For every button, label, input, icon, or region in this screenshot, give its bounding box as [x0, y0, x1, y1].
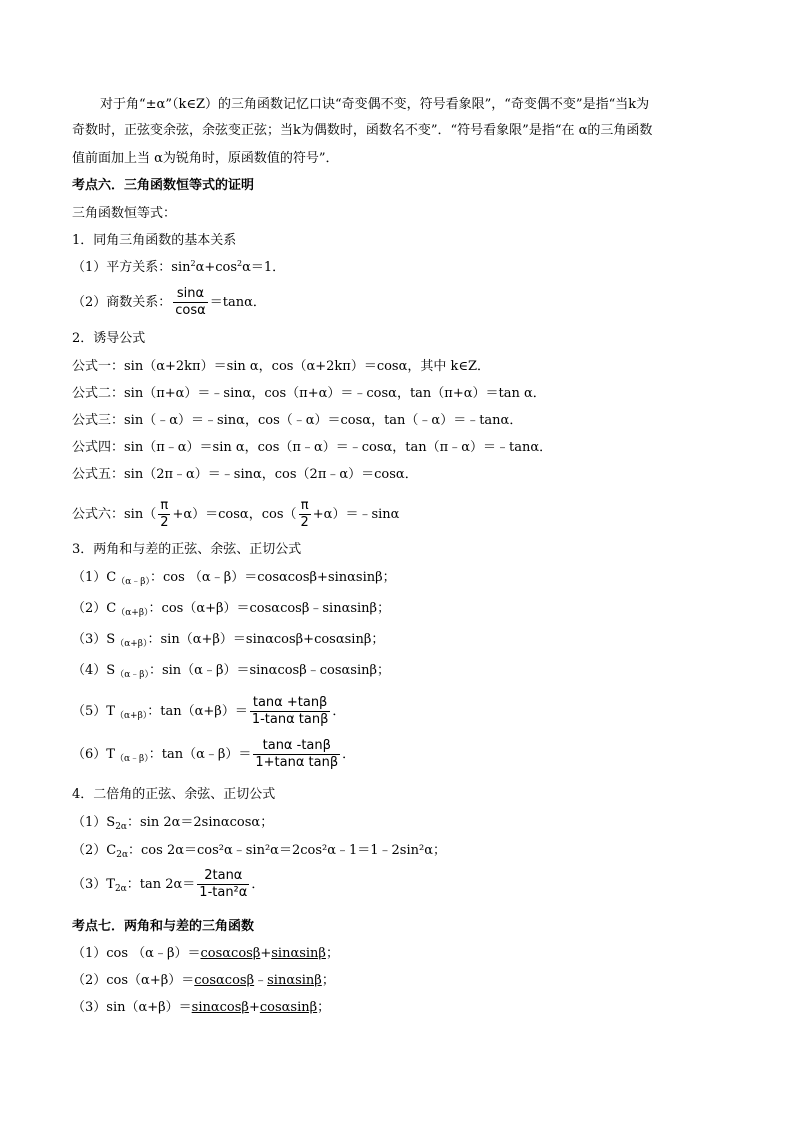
formula-2: 公式二：sin（π+α）＝﹣sinα，cos（π+α）＝﹣cosα，tan（π+α）＝tan α． — [72, 386, 546, 401]
text: （3）S — [72, 632, 116, 647]
formula-s-plus — [72, 631, 384, 650]
text: ：sin 2α＝2sinαcosα； — [127, 815, 274, 830]
section-heading-7: 考点七．两角和与差的三角函数 — [72, 919, 255, 934]
text: （5）T — [72, 704, 115, 719]
formula-3: 公式三：sin（﹣α）＝﹣sinα，cos（﹣α）＝cosα，tan（﹣α）＝﹣tanα． — [72, 413, 523, 428]
fraction — [253, 738, 340, 771]
text: （3）T — [72, 877, 115, 892]
fraction — [158, 498, 170, 531]
underlined-answer: cosαcosβ — [194, 973, 255, 988]
formula-t-plus — [72, 695, 345, 728]
underlined-answer: sinαsinβ — [267, 973, 322, 988]
text: α＝1． — [242, 260, 286, 275]
formula-c-minus — [72, 569, 396, 588]
formula-4: 公式四：sin（π﹣α）＝sin α，cos（π﹣α）＝﹣cosα，tan（π﹣α）＝﹣tanα． — [72, 440, 553, 455]
formula-6 — [72, 498, 399, 531]
numerator: tanα -tanβ — [262, 738, 331, 753]
subscript: 2α — [115, 822, 127, 832]
heading-induction-formulas: 2．诱导公式 — [72, 331, 146, 346]
text: （1）S — [72, 815, 116, 830]
fraction — [173, 286, 207, 319]
subscript: 2α — [116, 850, 129, 860]
text: （2）C — [72, 843, 117, 858]
denominator: 1-tanα tanβ — [251, 712, 329, 727]
text: ：tan（α﹣β）＝ — [148, 747, 252, 762]
numerator: 2tanα — [204, 868, 243, 883]
text: ：sin（α+β）＝sinαcosβ+cosαsinβ； — [147, 632, 385, 647]
text: （2）商数关系： — [72, 295, 172, 310]
text: （4）S — [72, 663, 116, 678]
formula-t2a — [72, 868, 264, 901]
subscript: （α+β） — [115, 639, 148, 649]
underlined-answer: sinαcosβ — [191, 1000, 249, 1015]
denominator: 1+tanα tanβ — [255, 755, 339, 770]
text: ． — [342, 747, 356, 762]
text: （2）cos（α+β）＝ — [72, 973, 195, 988]
subscript: （α﹣β） — [116, 577, 150, 587]
text: ； — [325, 946, 339, 961]
quotient-relation — [72, 286, 266, 319]
text: α+cos — [195, 260, 238, 275]
underlined-answer: cosαsinβ — [259, 1000, 318, 1015]
text: （2）C — [72, 601, 117, 616]
text: +α）＝﹣sinα — [312, 507, 400, 522]
answer-cos-plus — [72, 972, 335, 990]
intro-line-2: 奇数时，正弦变余弦，余弦变正弦；当k为偶数时，函数名不变”．“符号看象限”是指“在 α的三角函数 — [72, 123, 653, 138]
text: ：cos （α﹣β）＝cosαcosβ+sinαsinβ； — [150, 570, 396, 585]
square-relation — [72, 259, 285, 278]
fraction — [299, 498, 311, 531]
text: ：tan 2α＝ — [126, 877, 196, 892]
text: （3）sin（α+β）＝ — [72, 1000, 192, 1015]
answer-cos-minus — [72, 945, 339, 963]
section-heading-6: 考点六．三角函数恒等式的证明 — [72, 178, 255, 193]
numerator: π — [160, 498, 169, 513]
text: （6）T — [72, 747, 115, 762]
operator: + — [248, 1000, 260, 1015]
subscript: （α﹣β） — [114, 754, 149, 764]
fraction — [197, 868, 249, 901]
formula-s-minus — [72, 662, 390, 681]
formula-t-minus — [72, 738, 355, 771]
text: ：tan（α+β）＝ — [147, 704, 248, 719]
fraction — [250, 695, 331, 728]
formula-c-plus — [72, 600, 390, 619]
intro-line-3: 值前面加上当 α为锐角时，原函数值的符号”． — [72, 151, 339, 166]
superscript: 2 — [190, 259, 196, 268]
text: ＝tanα． — [209, 295, 266, 310]
numerator: sinα — [176, 286, 205, 301]
heading-double-angle: 4．二倍角的正弦、余弦、正切公式 — [72, 787, 276, 802]
numerator: π — [300, 498, 309, 513]
heading-basic-relations: 1．同角三角函数的基本关系 — [72, 233, 237, 248]
formula-s2a — [72, 814, 273, 833]
denominator: 1-tan²α — [199, 885, 248, 900]
subscript: （α+β） — [116, 608, 149, 618]
formula-1: 公式一：sin（α+2kπ）＝sin α，cos（α+2kπ）＝cosα，其中 k∈Z． — [72, 359, 491, 374]
text: ． — [332, 704, 346, 719]
text: ． — [251, 877, 265, 892]
text: ：cos 2α＝cos²α﹣sin²α＝2cos²α﹣1＝1﹣2sin²α； — [128, 843, 446, 858]
text: ：sin（α﹣β）＝sinαcosβ﹣cosαsinβ； — [148, 663, 391, 678]
text: （1）cos （α﹣β）＝ — [72, 946, 201, 961]
formula-c2a — [72, 842, 446, 861]
superscript: 2 — [237, 259, 243, 268]
underlined-answer: sinαsinβ — [271, 946, 326, 961]
operator: ﹣ — [254, 973, 268, 988]
numerator: tanα +tanβ — [252, 695, 328, 710]
text: ； — [321, 973, 335, 988]
underlined-answer: cosαcosβ — [200, 946, 261, 961]
denominator: 2 — [300, 515, 309, 530]
subscript: 2α — [114, 884, 127, 894]
subscript: （α﹣β） — [115, 670, 149, 680]
text: ：cos（α+β）＝cosαcosβ﹣sinαsinβ； — [148, 601, 391, 616]
text: （1）平方关系：sin — [72, 260, 191, 275]
answer-sin-plus — [72, 999, 330, 1017]
formula-5: 公式五：sin（2π﹣α）＝﹣sinα，cos（2π﹣α）＝cosα． — [72, 467, 418, 482]
text: ； — [317, 1000, 331, 1015]
text: 公式六：sin（ — [72, 507, 157, 522]
text: （1）C — [72, 570, 117, 585]
text: +α）＝cosα，cos（ — [172, 507, 297, 522]
denominator: 2 — [160, 515, 169, 530]
subscript: （α+β） — [114, 711, 148, 721]
operator: + — [260, 946, 272, 961]
denominator: cosα — [175, 303, 206, 318]
subheading: 三角函数恒等式： — [72, 206, 177, 221]
heading-sum-difference: 3．两角和与差的正弦、余弦、正切公式 — [72, 542, 302, 557]
intro-line-1: 对于角“±α”（k∈Z）的三角函数记忆口诀“奇变偶不变，符号看象限”，“奇变偶不变”是指“当k为 — [100, 97, 650, 112]
